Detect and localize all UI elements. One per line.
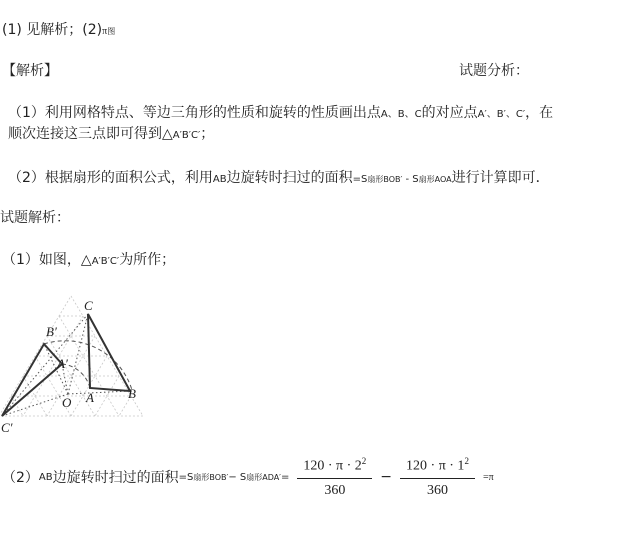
solution-s2-sub2: 扇形ADA′ xyxy=(246,472,281,482)
fraction-2-numerator-text: 120 · π · 1 xyxy=(406,458,465,474)
solution-s2-ab: AB xyxy=(38,471,53,483)
solution-s2 xyxy=(2,456,494,499)
fraction-2-exponent: 2 xyxy=(464,456,469,466)
triangle-abc xyxy=(88,314,130,391)
solution-s1 xyxy=(2,250,175,272)
label-a: A xyxy=(86,390,94,405)
analysis-p1-text2: 的对应点 xyxy=(421,105,478,121)
label-o: O xyxy=(62,395,72,410)
answer-line xyxy=(2,20,115,42)
analysis-label: 试题分析： xyxy=(459,63,529,79)
label-c: C xyxy=(84,298,93,313)
label-b: B xyxy=(128,386,136,401)
answer-image-mark: 图 xyxy=(107,27,116,36)
analysis-p2-text2: 边旋转时扫过的面积 xyxy=(226,170,353,186)
analysis-title: 【解析】 xyxy=(2,63,58,79)
analysis-p1-line2-end: ； xyxy=(200,126,215,142)
analysis-p1-text: 利用网格特点、等边三角形的性质和旋转的性质画出点 xyxy=(44,105,381,121)
solution-s1-text: （1）如图，△ xyxy=(2,252,92,268)
fraction-2 xyxy=(400,456,475,499)
fraction-minus: − xyxy=(380,469,393,486)
solution-s2-minus: − S xyxy=(228,471,247,483)
analysis-p1-text3: ，在 xyxy=(525,105,554,121)
rotation-figure xyxy=(0,290,160,435)
solution-label: 试题解析： xyxy=(0,210,70,226)
fraction-1-exponent: 2 xyxy=(361,456,367,466)
solution-s2-text: 边旋转时扫过的面积 xyxy=(52,470,179,487)
fraction-1-numerator xyxy=(297,456,372,479)
analysis-p2-sub1: 扇形BOB′ xyxy=(367,175,403,184)
answer-text: (1) 见解析；(2) xyxy=(2,22,103,38)
fraction-2-denominator: 360 xyxy=(426,482,448,498)
analysis-p2-eq: =S xyxy=(352,174,368,185)
analysis-p1-line2-text: 顺次连接这三点即可得到△ xyxy=(8,126,173,142)
analysis-p2-open: （2） xyxy=(8,170,45,186)
solution-s2-open: （2） xyxy=(2,470,39,487)
analysis-p2-minus: - S xyxy=(402,174,419,185)
solution-s2-eq: =S xyxy=(178,471,194,483)
analysis-p1-line2 xyxy=(8,124,214,146)
solution-s1-triangle: A′B′C′ xyxy=(91,256,120,267)
fraction-2-numerator xyxy=(400,456,475,479)
analysis-p2-end: 进行计算即可． xyxy=(451,170,550,186)
analysis-p1-line1 xyxy=(8,103,553,125)
analysis-p1-points: A、B、C xyxy=(380,109,422,120)
analysis-p2-ab: AB xyxy=(212,174,227,185)
analysis-p1-open: （1） xyxy=(8,105,45,121)
label-b-prime: B′ xyxy=(46,324,57,339)
analysis-p2-sub2: 扇形AOA xyxy=(418,175,452,184)
answer-pi: π xyxy=(102,26,108,37)
triangle-a-b-c-prime xyxy=(2,344,62,416)
fraction-1-denominator: 360 xyxy=(324,482,346,498)
label-a-prime: A′ xyxy=(57,356,68,371)
label-c-prime: C′ xyxy=(1,420,13,435)
solution-s2-sub1: 扇形BOB′ xyxy=(193,472,229,482)
analysis-p1-line2-triangle: A′B′C′ xyxy=(172,130,201,141)
solution-s1-end: 为所作； xyxy=(119,252,176,268)
solution-result: =π xyxy=(482,471,494,483)
analysis-p2 xyxy=(8,168,550,190)
fraction-1-numerator-text: 120 · π · 2 xyxy=(303,458,362,474)
fraction-1 xyxy=(297,456,372,499)
analysis-p1-points2: A′、B′、C′ xyxy=(477,109,526,120)
analysis-p2-text: 根据扇形的面积公式，利用 xyxy=(44,170,213,186)
solution-s2-eq2: = xyxy=(281,471,290,483)
